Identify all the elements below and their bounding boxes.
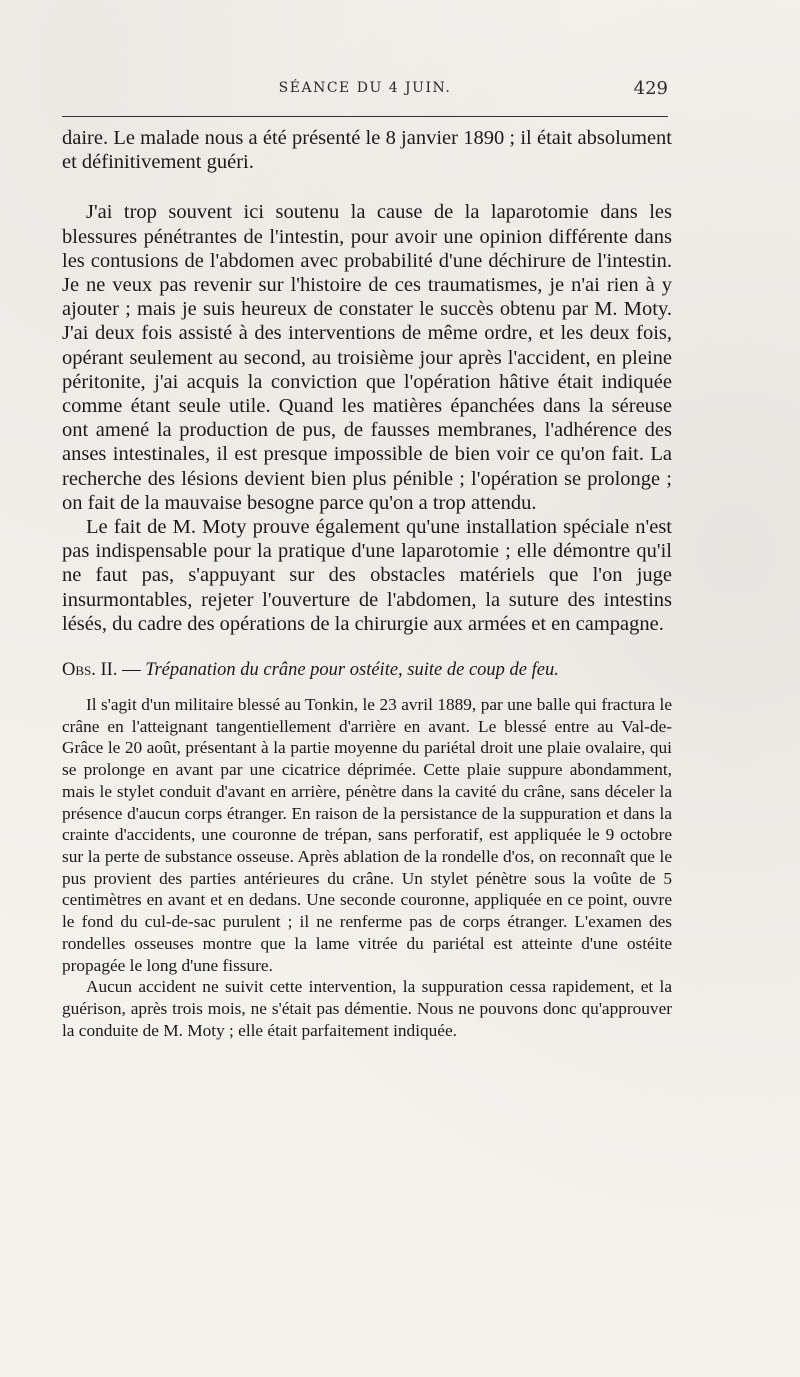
- paragraph-continuation: daire. Le malade nous a été présenté le 8 janvier 1890 ; il était absolument et définitivement guéri.: [62, 127, 672, 174]
- page-header: [62, 78, 668, 108]
- observation-heading: [62, 658, 672, 682]
- observation-title: Trépanation du crâne pour ostéite, suite de coup de feu.: [145, 660, 559, 681]
- paragraph-installation: Le fait de M. Moty prouve également qu'une installation spéciale n'est pas indispensable pour la pratique d'une laparotomie ; elle démontre qu'il ne faut pas, s'appuyant sur des obstacles matériels que l'on juge insurmontables, rejeter l'ouverture de l'abdomen, la suture des intestins lésés, du cadre des opérations de la chirurgie aux armées et en campagne.: [62, 516, 672, 635]
- observation-paragraph-outcome: Aucun accident ne suivit cette intervention, la suppuration cessa rapidement, et la guérison, après trois mois, ne s'était pas démentie. Nous ne pouvons donc qu'approuver la conduite de M. Moty ; elle était parfaitement indiquée.: [62, 977, 672, 1040]
- body-text: [62, 126, 672, 1041]
- observation-label: Obs. II.: [62, 660, 118, 681]
- observation-dash: —: [117, 660, 146, 681]
- paragraph-laparotomie: J'ai trop souvent ici soutenu la cause de la laparotomie dans les blessures pénétrantes de l'intestin, pour avoir une opinion différente dans les contusions de l'abdomen avec probabilité d'une déchirure de l'intestin. Je ne veux pas revenir sur l'histoire de ces traumatismes, je n'ai rien à y ajouter ; mais je suis heureux de constater le succès obtenu par M. Moty. J'ai deux fois assisté à des interventions de même ordre, et les deux fois, opérant seulement au second, au troisième jour après l'accident, en pleine péritonite, j'ai acquis la conviction que l'opération hâtive était indiquée comme étant seule utile. Quand les matières épanchées dans la séreuse ont amené la production de pus, de fausses membranes, l'adhérence des anses intestinales, il est presque impossible de bien voir ce qu'on fait. La recherche des lésions devient bien plus pénible ; l'opération se prolonge ; on fait de la mauvaise besogne parce qu'on a trop attendu.: [62, 201, 672, 514]
- page-number: 429: [633, 78, 668, 99]
- running-head: SÉANCE DU 4 JUIN.: [278, 80, 452, 96]
- header-rule: [62, 116, 668, 117]
- observation-gap: [62, 682, 672, 694]
- observation-paragraph-case: Il s'agit d'un militaire blessé au Tonkin, le 23 avril 1889, par une balle qui fractura le crâne en l'atteignant tangentiellement d'arrière en avant. Le blessé entre au Val-de-Grâce le 20 août, présentant à la partie moyenne du pariétal droit une plaie ovalaire, qui se prolonge en avant par une cicatrice déprimée. Cette plaie suppure abondamment, mais le stylet conduit d'avant en arrière, pénètre dans la cavité du crâne, sans déceler la présence d'aucun corps étranger. En raison de la persistance de la suppuration et dans la crainte d'accidents, une couronne de trépan, sans perforatif, est appliquée le 9 octobre sur la perte de substance osseuse. Après ablation de la rondelle d'os, on reconnaît que le pus provient des parties antérieures du crâne. Un stylet pénètre sous la voûte de 5 centimètres en avant et en dedans. Une seconde couronne, appliquée en ce point, ouvre le fond du cul-de-sac purulent ; il ne renferme pas de corps étranger. L'examen des rondelles osseuses montre que la lame vitrée du pariétal est atteinte d'une ostéite propagée le long d'une fissure.: [62, 695, 672, 975]
- paragraph-gap: [62, 174, 672, 200]
